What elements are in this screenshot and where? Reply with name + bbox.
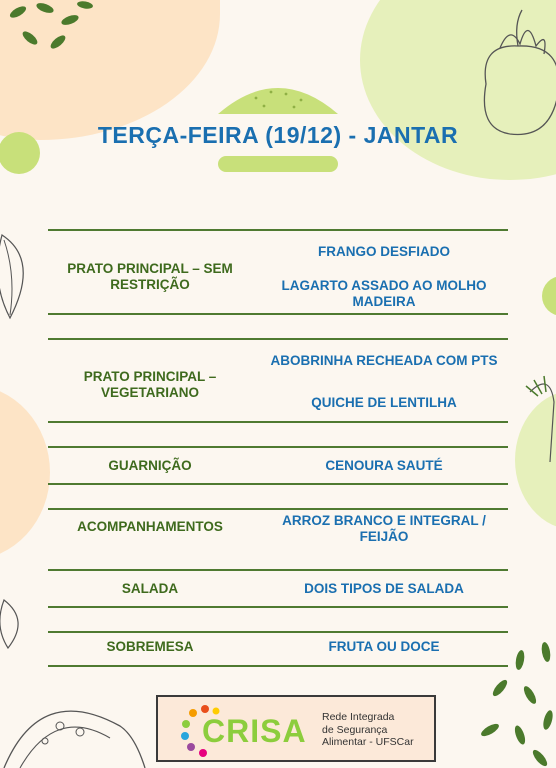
menu-item: ARROZ BRANCO E INTEGRAL / FEIJÃO [282, 513, 486, 544]
peach-blob-left [0, 385, 50, 560]
footer-logo-box [156, 695, 436, 762]
divider [48, 229, 508, 231]
green-dot-right [542, 276, 556, 316]
menu-label-accompaniments: ACOMPANHAMENTOS [77, 519, 223, 534]
divider [48, 569, 508, 571]
divider [48, 508, 508, 510]
crisa-logo: CRISA [202, 713, 307, 749]
menu-item: DOIS TIPOS DE SALADA [304, 581, 464, 596]
subtitle-line: Rede Integrada [322, 711, 395, 723]
crisa-subtitle [322, 711, 414, 749]
divider [48, 665, 508, 667]
page-title: TERÇA-FEIRA (19/12) - JANTAR [97, 122, 459, 148]
menu-label-side: GUARNIÇÃO [108, 458, 192, 473]
menu-label-main-course: PRATO PRINCIPAL – SEM RESTRIÇÃO [67, 261, 233, 292]
menu-item: LAGARTO ASSADO AO MOLHO MADEIRA [281, 278, 487, 309]
taco-icon [0, 686, 150, 768]
menu-item: FRANGO DESFIADO [317, 244, 450, 259]
subtitle-line: de Segurança [322, 723, 388, 736]
subtitle-line: Alimentar - UFSCar [322, 736, 414, 748]
divider [48, 606, 508, 608]
leaves-top-left-icon [0, 0, 100, 70]
divider [48, 338, 508, 340]
divider [48, 446, 508, 448]
menu-item: CENOURA SAUTÉ [325, 458, 443, 473]
divider [48, 631, 508, 633]
divider [48, 313, 508, 315]
menu-label-dessert: SOBREMESA [106, 639, 194, 654]
divider [48, 421, 508, 423]
leaves-bottom-right-icon [470, 640, 556, 768]
leaf-bottom-left-icon [0, 596, 30, 652]
divider [48, 483, 508, 485]
menu-item: ABOBRINHA RECHEADA COM PTS [270, 353, 498, 368]
menu-item: QUICHE DE LENTILHA [311, 395, 457, 410]
menu-label-vegetarian: PRATO PRINCIPAL – VEGETARIANO [83, 369, 217, 400]
menu-label-salad: SALADA [121, 581, 179, 596]
carrot-right-icon [520, 372, 556, 462]
leaf-left-icon [0, 230, 40, 320]
menu-item: FRUTA OU DOCE [328, 639, 440, 654]
